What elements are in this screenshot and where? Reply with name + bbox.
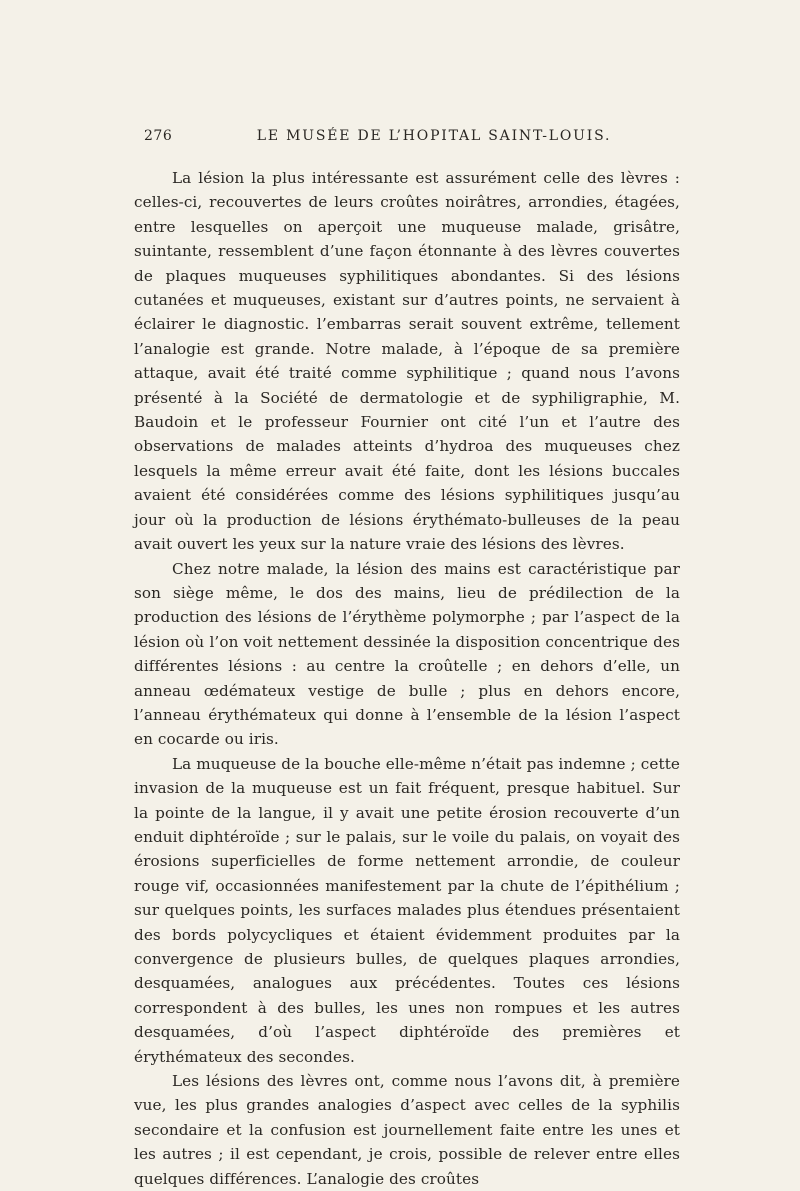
paragraph: La muqueuse de la bouche elle-même n’était pas indemne ; cette invasion de la muqueuse est un fait fréquent, presque habituel. Sur la pointe de la langue, il y avait une petite érosion recouverte d’un enduit diphtéroïde ; sur le palais, sur le voile du palais, on voyait des érosions superficielles de forme nettement arrondie, de couleur rouge vif, occasionnées manifestement par la chute de l’épithélium ; sur quelques points, les surfaces malades plus étendues présentaient des bords polycycliques et étaient évidemment produites par la convergence de plusieurs bulles, de quelques plaques arrondies, desquamées, analogues aux précédentes. Toutes ces lésions correspondent à des bulles, les unes non rompues et les autres desquamées, d’où l’aspect diphtéroïde des premières et érythémateux des secondes. — [134, 754, 680, 1066]
paragraph: Les lésions des lèvres ont, comme nous l’avons dit, à première vue, les plus grandes analogies d’aspect avec celles de la syphilis secondaire et la confusion est journellement faite entre les unes et les autres ; il est cependant, je crois, possible de relever entre elles quelques différences. L’analogie des croûtes — [134, 1072, 680, 1188]
paragraph: Chez notre malade, la lésion des mains est caractéristique par son siège même, le dos des mains, lieu de prédilection de la production des lésions de l’érythème polymorphe ; par l’aspect de la lésion où l’on voit nettement dessinée la disposition concentrique des différentes lésions : au centre la croûtelle ; en dehors d’elle, un anneau œdémateux vestige de bulle ; plus en dehors encore, l’anneau érythémateux qui donne à l’ensemble de la lésion l’aspect en cocarde ou iris. — [134, 559, 680, 749]
paragraph: La lésion la plus intéressante est assurément celle des lèvres : celles-ci, recouvertes de leurs croûtes noirâtres, arrondies, étagées, entre lesquelles on aperçoit une muqueuse malade, grisâtre, suintante, ressemblent d’une façon étonnante à des lèvres couvertes de plaques muqueuses syphilitiques abondantes. Si des lésions cutanées et muqueuses, existant sur d’autres points, ne servaient à éclairer le diagnostic. l’embarras serait souvent extrême, tellement l’analogie est grande. Notre malade, à l’époque de sa première attaque, avait été traité comme syphilitique ; quand nous l’avons présenté à la Société de dermatologie et de syphiligraphie, M. Baudoin et le professeur Fournier ont cité l’un et l’autre des observations de malades atteints d’hydroa des muqueuses chez lesquels la même erreur avait été faite, dont les lésions buccales avaient été considérées comme des lésions syphilitiques jusqu’au jour où la production de lésions érythémato-bulleuses de la peau avait ouvert les yeux sur la nature vraie des lésions des lèvres. — [134, 169, 680, 554]
running-head — [144, 128, 684, 150]
running-title: LE MUSÉE DE L’HOPITAL SAINT-LOUIS. — [256, 128, 612, 144]
body-text — [134, 166, 680, 1191]
page-number: 276 — [144, 128, 173, 144]
